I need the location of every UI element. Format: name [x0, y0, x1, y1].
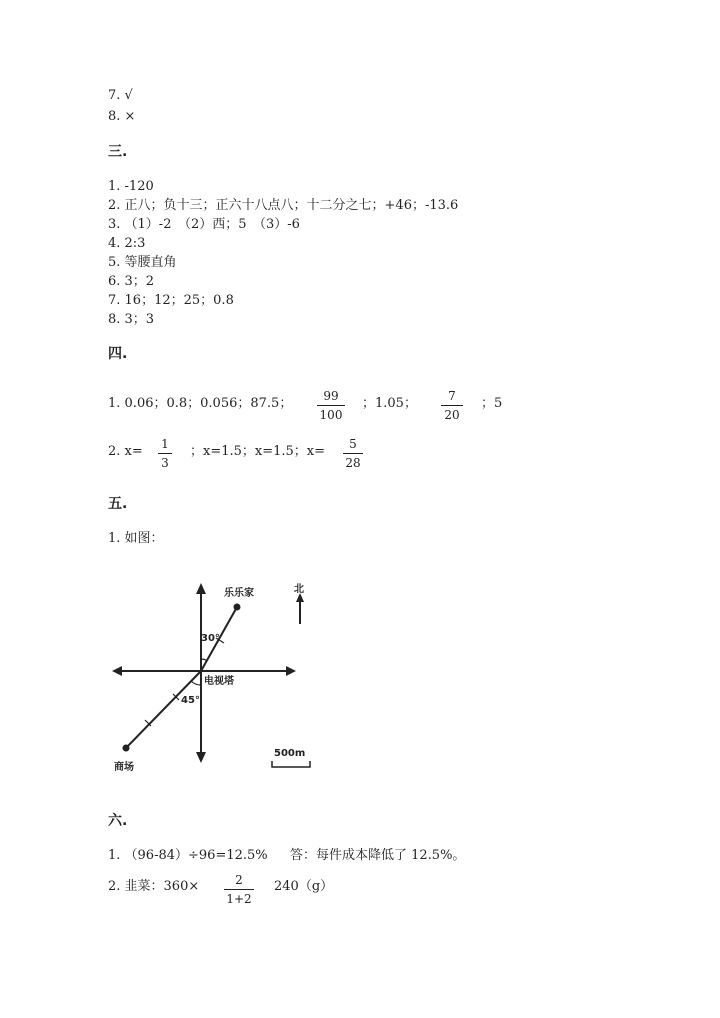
north-arrow-head	[196, 583, 206, 594]
s6-q2-prefix: 2. 韭菜：360×	[108, 879, 200, 894]
fraction-denominator: 3	[158, 453, 172, 469]
section-3-heading: 三.	[108, 144, 128, 160]
s3-answer-4: 4. 2:3	[108, 236, 146, 251]
s6-q1-answer: 答：每件成本降低了 12.5%。	[290, 848, 466, 863]
s4-q1-suffix: ；5	[481, 396, 503, 411]
label-mall: 商场	[114, 762, 134, 773]
label-home: 乐乐家	[224, 588, 254, 599]
fraction-numerator: 1	[161, 437, 169, 451]
angle-30-label: 30°	[201, 633, 220, 644]
answer-7: 7. √	[108, 88, 133, 103]
section-6-heading: 六.	[108, 813, 128, 829]
s3-answer-3: 3. （1）-2 （2）西；5 （3）-6	[108, 217, 300, 232]
angle-45-label: 45°	[181, 695, 200, 706]
mall-point	[124, 746, 129, 751]
section-5-heading: 五.	[108, 496, 128, 512]
s4-q1-mid: ；1.05；	[362, 396, 417, 411]
fraction-numerator: 7	[448, 389, 456, 403]
angle-arc-45	[191, 681, 201, 685]
answer-8: 8. ×	[108, 109, 136, 124]
s3-answer-1: 1. -120	[108, 179, 154, 194]
s6-q2-suffix: 240（g）	[274, 879, 334, 894]
s4-q1-prefix: 1. 0.06；0.8；0.056；87.5；	[108, 396, 293, 411]
s6-q1-calculation: 1. （96-84）÷96=12.5%	[108, 848, 268, 863]
fraction-numerator: 2	[235, 873, 243, 887]
fraction-denominator: 28	[343, 453, 363, 469]
s3-answer-8: 8. 3；3	[108, 312, 155, 327]
scale-label: 500m	[274, 748, 306, 759]
label-north: 北	[294, 584, 304, 595]
s4-q1-fraction-2	[441, 390, 463, 421]
s4-q2-prefix: 2. x=	[108, 444, 143, 459]
s6-q2-fraction	[224, 874, 254, 905]
fraction-denominator: 1+2	[224, 889, 254, 905]
fraction-denominator: 20	[441, 405, 463, 421]
label-tower: 电视塔	[204, 676, 234, 687]
s4-q2-fraction-1	[158, 438, 172, 469]
fraction-numerator: 99	[323, 389, 339, 403]
s4-q1-fraction-1	[317, 390, 345, 421]
s3-answer-6: 6. 3；2	[108, 274, 155, 289]
section-4-heading: 四.	[108, 346, 128, 362]
direction-diagram	[100, 570, 340, 780]
s3-answer-7: 7. 16；12；25；0.8	[108, 293, 234, 308]
south-arrow-head	[196, 752, 206, 763]
home-point	[235, 605, 240, 610]
s4-q2-fraction-2	[343, 438, 363, 469]
s5-q1: 1. 如图：	[108, 531, 164, 546]
s3-answer-5: 5. 等腰直角	[108, 255, 177, 270]
line-to-mall	[126, 671, 201, 748]
fraction-numerator: 5	[349, 437, 357, 451]
scale-bar	[272, 761, 310, 767]
east-arrow-head	[286, 666, 296, 676]
fraction-denominator: 100	[317, 405, 345, 421]
s3-answer-2: 2. 正八；负十三；正六十八点八；十二分之七；+46；-13.6	[108, 198, 459, 213]
west-arrow-head	[112, 666, 122, 676]
s4-q2-mid: ；x=1.5；x=1.5；x=	[190, 444, 326, 459]
